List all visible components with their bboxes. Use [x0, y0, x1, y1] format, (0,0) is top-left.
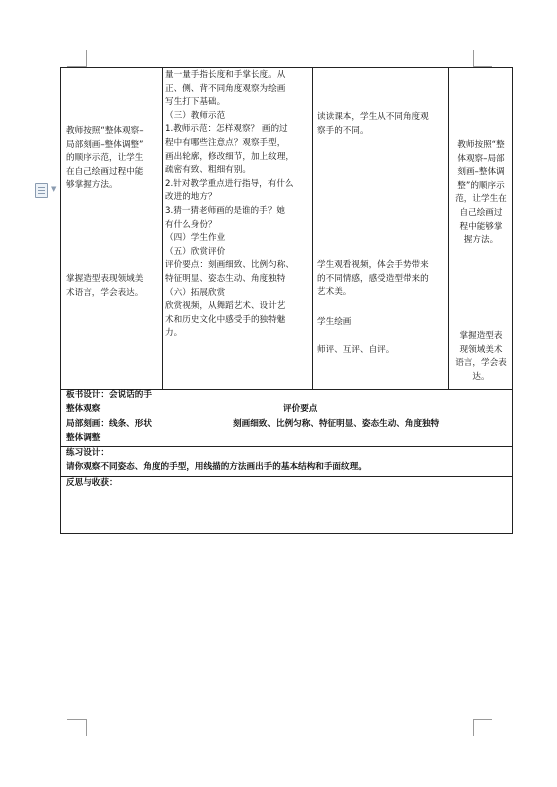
crop-mark-top-right-vertical — [473, 50, 474, 67]
col1-goal-text: 掌握造型表现领域美 术语言，学会表达。 — [66, 274, 144, 298]
col3-drawing-text: 学生绘画 — [317, 317, 352, 327]
chevron-down-icon[interactable]: ▼ — [51, 185, 57, 193]
col3-reading-text: 读读课本，学生从不同角度观 察手的不同。 — [317, 112, 429, 136]
col1-method-text: 教师按照“整体观察– 局部刻画–整体调整” 的顺序示范，让学生 在自己绘画过程中能 够掌握方法。 — [66, 126, 144, 191]
board-design-title: 板书设计：会说话的手 — [66, 390, 152, 400]
col4-method-text: 教师按照“整 体观察–局部 刻画–整体调 整”的顺序示 范，让学生在 自己绘画过 程中能够掌 握方法。 — [455, 140, 507, 246]
crop-mark-bottom-left-vertical — [86, 719, 87, 736]
crop-mark-bottom-left-horizontal — [67, 719, 86, 720]
reflection-title: 反思与收获： — [66, 478, 118, 488]
document-icon[interactable] — [35, 183, 48, 198]
column-divider-2 — [312, 68, 313, 390]
practice-design-title: 练习设计： — [66, 448, 109, 458]
col3-evaluation-text: 师评、互评、自评。 — [317, 345, 395, 355]
board-row3-left: 整体调整 — [66, 433, 101, 443]
crop-mark-bottom-right-vertical — [473, 719, 474, 736]
column-divider-1 — [162, 68, 163, 390]
column-divider-3 — [448, 68, 449, 390]
col2-teaching-process: 量一量手指长度和手掌长度。从 正、侧、背不同角度观察为绘画 写生打下基础。 （三）教师示范 1.教师示范：怎样观察？ 画的过 程中有哪些注意点？观察手型， 画出轮廓，修改细节，加上纹理， 疏密有致、粗细有别。 2.针对教学重点进行指导，有什么 改进的地方？ 3.猜一猜老师画的是谁的手？她 有什么身份？ （四）学生作业 （五）欣赏评价 评价要点：刻画细致、比例匀称、 特征明显、姿态生动、角度独特 （六）拓展欣赏 欣赏视频，从舞蹈艺术、设计艺 术和历史文化中感受手的独特魅 力。 — [165, 70, 294, 339]
board-row1-left: 整体观察 — [66, 404, 101, 414]
board-row1-right: 评价要点 — [283, 404, 318, 414]
col3-video-text: 学生观看视频，体会手势带来 的不同情感，感受造型带来的 艺术美。 — [317, 260, 429, 298]
col4-goal-text: 掌握造型表 现领域美术 语言，学会表 达。 — [455, 331, 507, 382]
crop-mark-bottom-right-horizontal — [473, 719, 492, 720]
board-row2-left: 局部刻画：线条、形状 — [66, 419, 152, 429]
practice-design-text: 请你观察不同姿态、角度的手型，用线描的方法画出手的基本结构和手面纹理。 — [66, 462, 367, 472]
lesson-table — [60, 67, 513, 534]
crop-mark-top-left-vertical — [86, 50, 87, 67]
board-row2-right: 刻画细致、比例匀称、特征明显、姿态生动、角度独特 — [233, 419, 440, 429]
